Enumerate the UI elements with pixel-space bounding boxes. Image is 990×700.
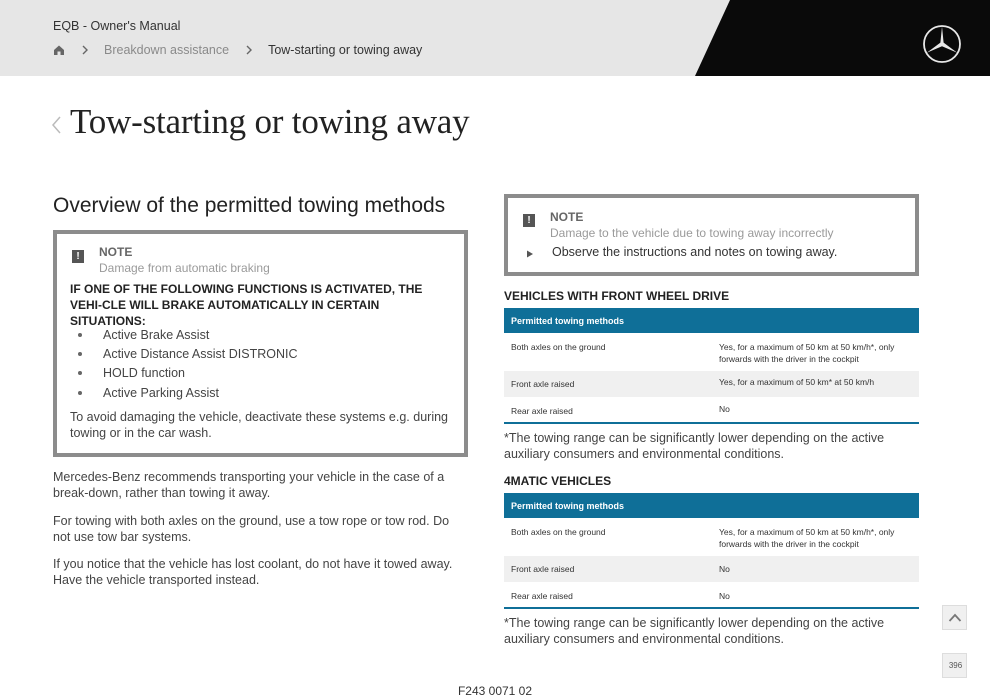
paragraph: Mercedes-Benz recommends transporting your vehicle in the case of a break-down, rather than towing it away. <box>53 470 445 500</box>
front-wheel-heading: VEHICLES WITH FRONT WHEEL DRIVE <box>504 289 730 303</box>
chevron-right-icon <box>244 45 254 55</box>
table-cell: Rear axle raised <box>511 591 573 601</box>
note-box-towing <box>504 194 919 276</box>
list-item <box>72 325 298 344</box>
table-row <box>504 582 919 607</box>
note-footer: To avoid damaging the vehicle, deactivate these systems e.g. during towing or in the car wash. <box>70 410 448 440</box>
towing-table-4matic <box>504 493 919 609</box>
paragraph: If you notice that the vehicle has lost coolant, do not have it towed away. Have the vehicle transported instead. <box>53 557 453 587</box>
scroll-top-button[interactable] <box>942 605 967 630</box>
breadcrumb <box>53 42 422 58</box>
section-heading: Overview of the permitted towing methods <box>53 194 446 217</box>
table-row <box>504 518 919 556</box>
breadcrumb-parent[interactable]: Breakdown assistance <box>104 43 230 57</box>
bullet-icon <box>78 333 82 337</box>
footnote: *The towing range can be significantly lower depending on the active auxiliary consumers and environmental conditions. <box>504 431 885 461</box>
table-cell: Both axles on the ground <box>511 527 606 537</box>
table-cell: No <box>719 404 730 414</box>
warning-icon: ! <box>523 214 535 227</box>
note-box-braking <box>53 230 468 457</box>
home-icon[interactable] <box>53 44 65 56</box>
page-title: Tow-starting or towing away <box>70 102 470 141</box>
bullet-icon <box>78 371 82 375</box>
list-item-label: Active Parking Assist <box>103 385 220 400</box>
footnote: *The towing range can be significantly lower depending on the active auxiliary consumers and environmental conditions. <box>504 616 885 646</box>
breadcrumb-current: Tow-starting or towing away <box>268 43 423 57</box>
list-item <box>72 364 298 383</box>
play-arrow-icon <box>526 250 534 258</box>
table-row <box>504 397 919 422</box>
list-item-label: Active Distance Assist DISTRONIC <box>103 346 298 361</box>
table-cell: Yes, for a maximum of 50 km at 50 km/h*, only forwards with the driver in the cockpit <box>719 527 895 549</box>
back-chevron-icon[interactable] <box>51 116 63 134</box>
table-cell: Front axle raised <box>511 564 575 574</box>
note-instruction: Observe the instructions and notes on towing away. <box>552 245 838 259</box>
table-cell: Both axles on the ground <box>511 342 606 352</box>
table-header: Permitted towing methods <box>504 308 919 333</box>
function-list <box>72 325 298 402</box>
table-row <box>504 371 919 397</box>
table-rule <box>504 607 919 609</box>
list-item <box>72 344 298 363</box>
table-cell: Rear axle raised <box>511 406 573 416</box>
list-item-label: HOLD function <box>103 366 185 381</box>
app-title: EQB - Owner's Manual <box>53 19 181 33</box>
note-subtitle: Damage to the vehicle due to towing away incorrectly <box>550 226 834 240</box>
chevron-right-icon <box>80 45 90 55</box>
table-row <box>504 556 919 582</box>
towing-table-fwd <box>504 308 919 424</box>
figure-code: F243 0071 02 <box>457 684 533 698</box>
warning-icon: ! <box>72 250 84 263</box>
bullet-icon <box>78 352 82 356</box>
fourmatic-heading: 4MATIC VEHICLES <box>504 474 612 488</box>
table-cell: No <box>719 564 730 574</box>
bullet-icon <box>78 391 82 395</box>
paragraph: For towing with both axles on the ground, use a tow rope or tow rod. Do not use tow bar systems. <box>53 514 450 544</box>
table-cell: No <box>719 591 730 601</box>
table-cell: Front axle raised <box>511 379 575 389</box>
table-header: Permitted towing methods <box>504 493 919 518</box>
list-item-label: Active Brake Assist <box>103 327 210 342</box>
mercedes-star-icon[interactable] <box>922 24 962 64</box>
note-subtitle: Damage from automatic braking <box>99 261 270 275</box>
page-number-button[interactable] <box>942 653 967 678</box>
table-cell: Yes, for a maximum of 50 km* at 50 km/h <box>719 377 875 387</box>
chevron-up-icon <box>948 612 962 624</box>
note-warning-text: IF ONE OF THE FOLLOWING FUNCTIONS IS ACTIVATED, THE VEHI-CLE WILL BRAKE AUTOMATICALLY IN CERTAIN SITUATIONS: <box>70 282 423 328</box>
list-item <box>72 383 298 402</box>
note-label: NOTE <box>550 210 584 224</box>
page-number: 396 <box>948 661 963 670</box>
note-label: NOTE <box>99 245 133 259</box>
table-rule <box>504 422 919 424</box>
table-row <box>504 333 919 371</box>
table-cell: Yes, for a maximum of 50 km at 50 km/h*, only forwards with the driver in the cockpit <box>719 342 895 364</box>
